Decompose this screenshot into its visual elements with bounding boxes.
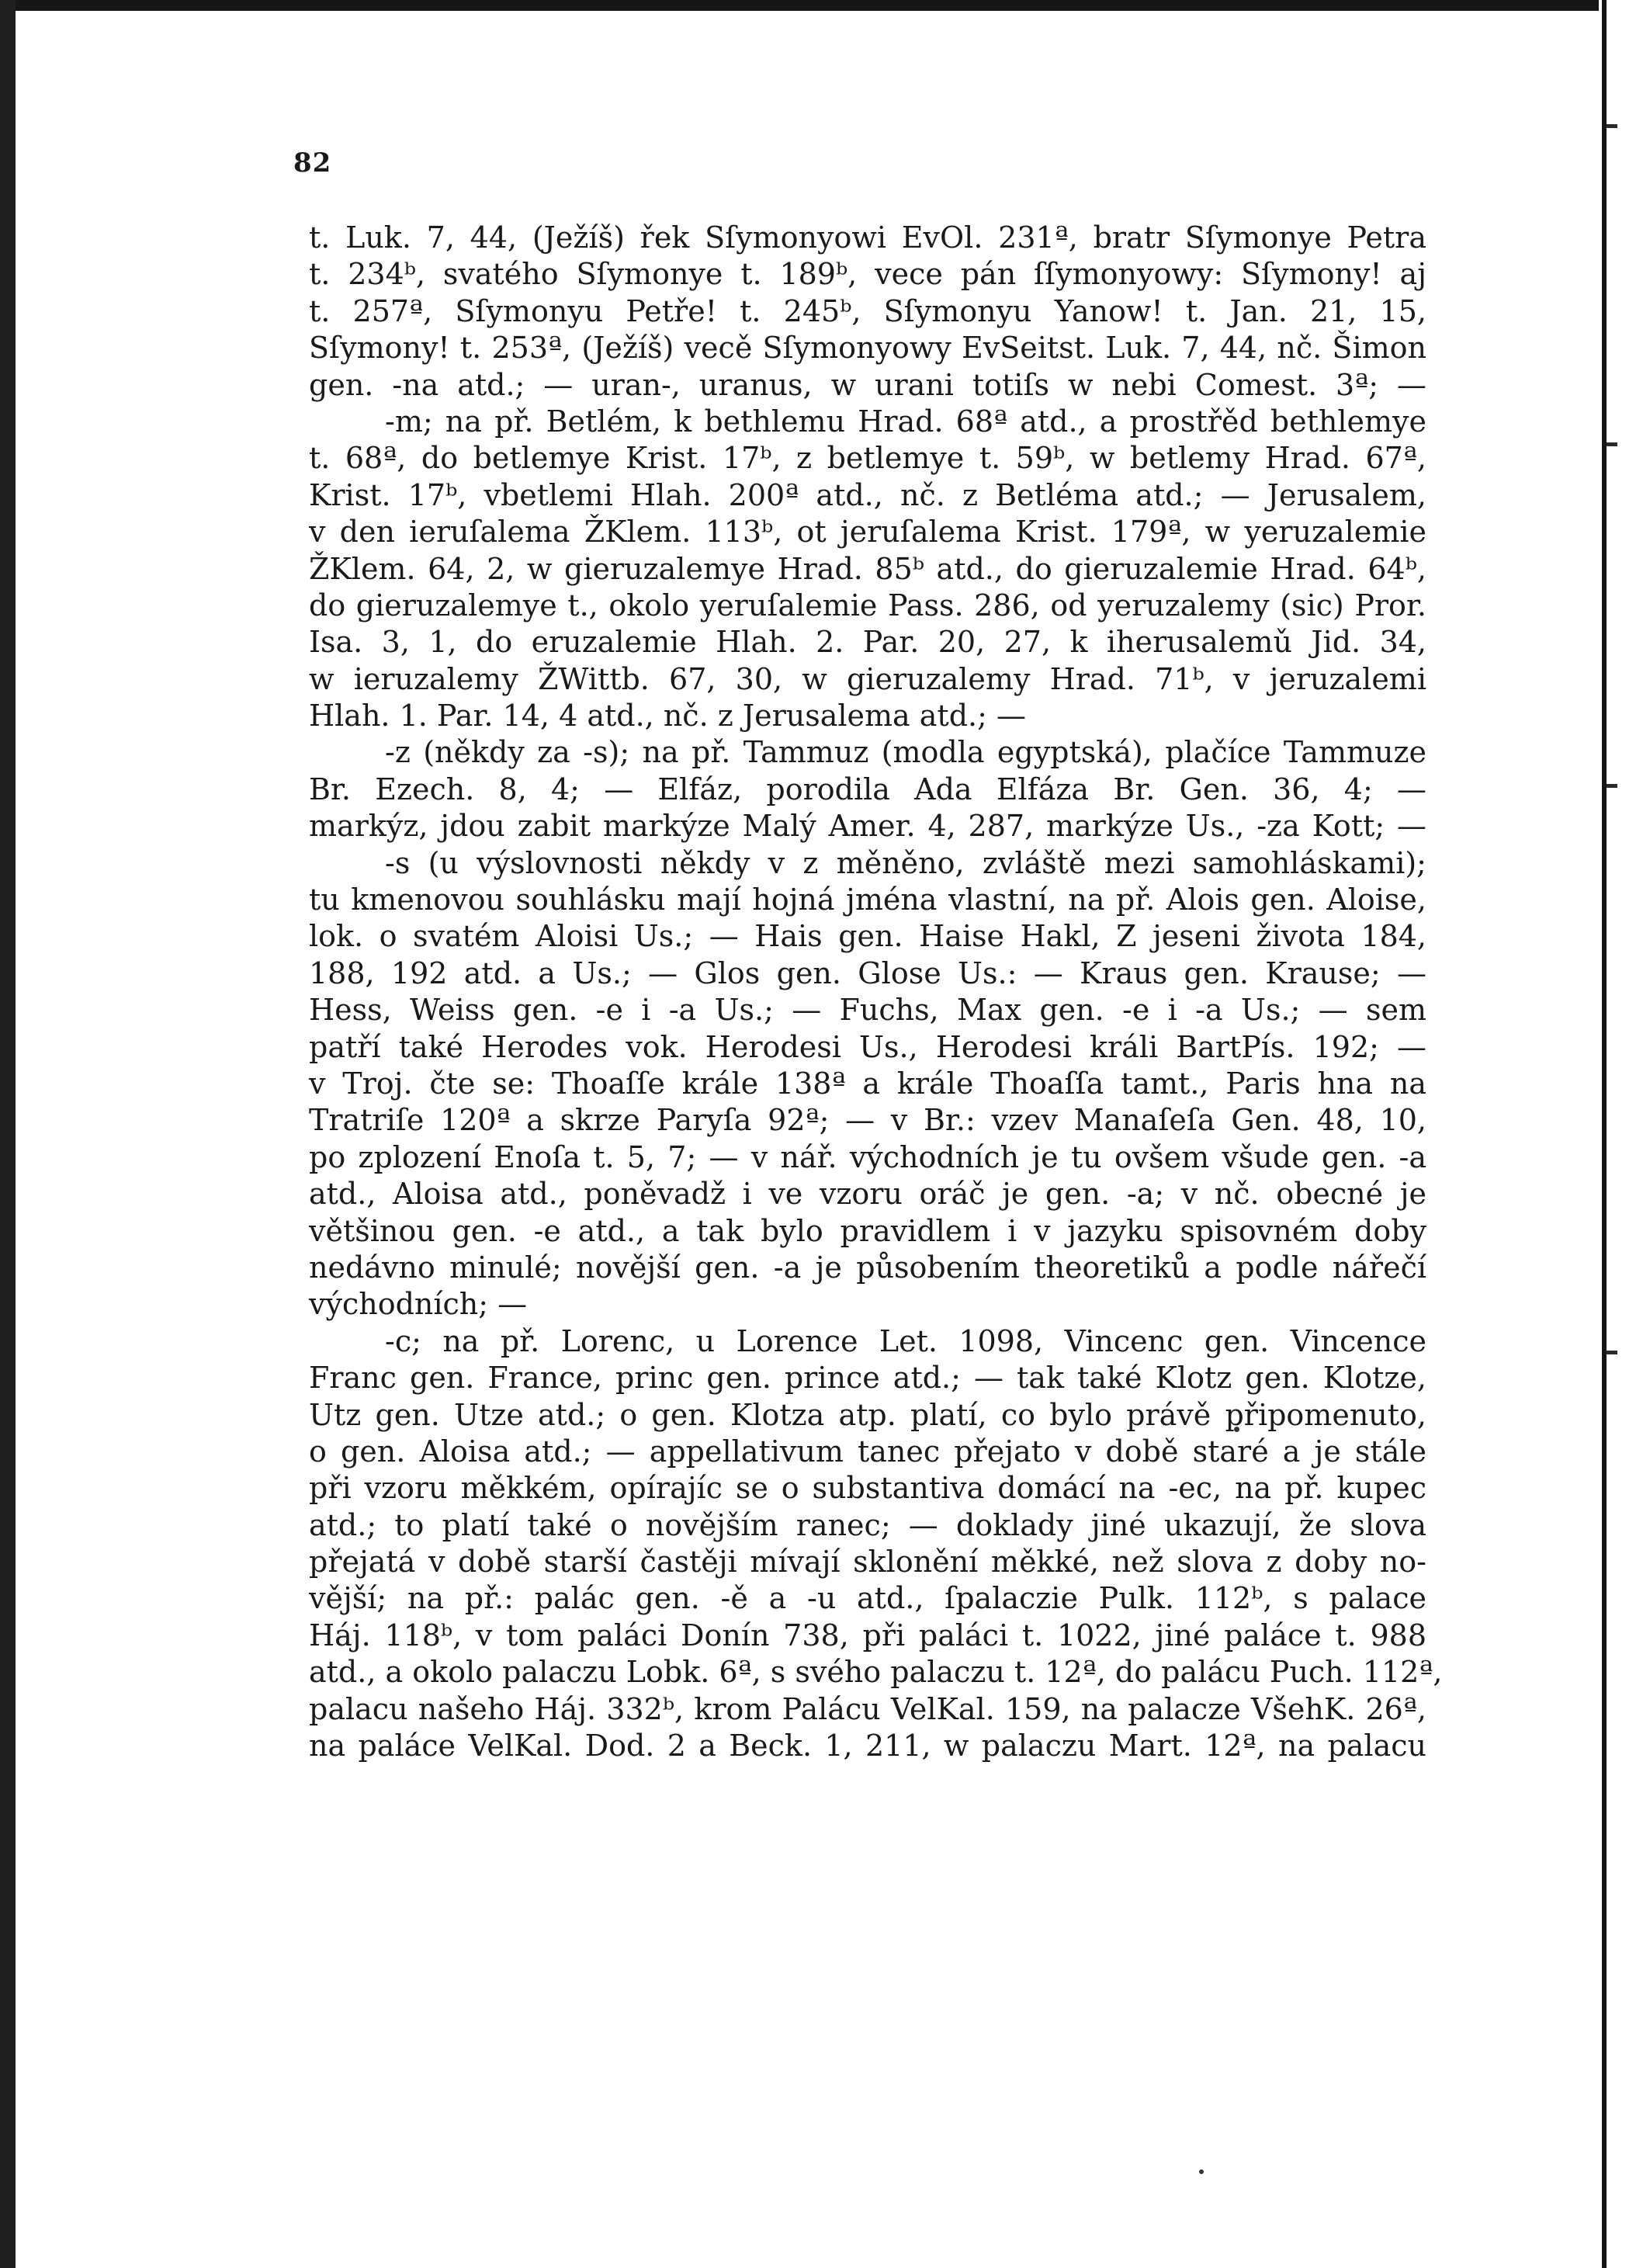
text-line: tu kmenovou souhlásku mají hojná jména vlastní, na př. Alois gen. Aloise, — [309, 883, 1426, 917]
scan-edge-mark — [1607, 784, 1617, 788]
text-line: většinou gen. -e atd., a tak bylo pravidlem i v jazyku spisovném doby — [309, 1213, 1426, 1248]
scan-edge-mark — [1607, 124, 1617, 128]
text-line: -m; na př. Betlém, k bethlemu Hrad. 68ª atd., a prostřěd bethlemye — [385, 404, 1426, 439]
text-line: lok. o svatém Aloisi Us.; — Hais gen. Haise Hakl, Z jeseni života 184, — [309, 919, 1426, 954]
text-line: -c; na př. Lorenc, u Lorence Let. 1098, Vincenc gen. Vincence — [385, 1323, 1426, 1358]
text-line: -z (někdy za -s); na př. Tammuz (modla egyptská), plačíce Tammuze — [385, 735, 1426, 770]
text-line: patří také Herodes vok. Herodesi Us., Herodesi králi BartPís. 192; — — [309, 1029, 1426, 1064]
text-line: atd., a okolo palaczu Lobk. 6ª, s svého palaczu t. 12ª, do palácu Puch. 112ª, — [309, 1655, 1443, 1690]
text-line: do gieruzalemye t., okolo yeruſalemie Pass. 286, od yeruzalemy (sic) Pror. — [309, 588, 1426, 622]
text-line: Tratriſe 120ª a skrze Paryſa 92ª; — v Br.: vzev Manaſeſa Gen. 48, 10, — [309, 1103, 1426, 1138]
text-line: t. 257ª, Sſymonyu Petře! t. 245ᵇ, Sſymonyu Yanow! t. Jan. 21, 15, — [309, 293, 1426, 328]
text-line: ŽKlem. 64, 2, w gieruzalemye Hrad. 85ᵇ atd., do gieruzalemie Hrad. 64ᵇ, — [309, 551, 1426, 586]
text-line: o gen. Aloisa atd.; — appellativum tanec přejato v době staré a je stále — [309, 1434, 1426, 1469]
text-line: Háj. 118ᵇ, v tom paláci Donín 738, při paláci t. 1022, jiné paláce t. 988 — [309, 1618, 1426, 1652]
text-line: t. Luk. 7, 44, (Ježíš) řek Sſymonyowi EvOl. 231ª, bratr Sſymonye Petra — [309, 220, 1426, 255]
page-number: 82 — [293, 147, 332, 179]
scan-right-edge — [1602, 0, 1607, 2268]
text-line: t. 68ª, do betlemye Krist. 17ᵇ, z betlemye t. 59ᵇ, w betlemy Hrad. 67ª, — [309, 441, 1426, 476]
text-line: Utz gen. Utze atd.; o gen. Klotza atp. platí, co bylo právě připomenuto, — [309, 1397, 1426, 1432]
text-line: při vzoru měkkém, opírajíc se o substantiva domácí na -ec, na př. kupec — [309, 1471, 1426, 1506]
text-line: po zplození Enoſa t. 5, 7; — v nář. východních je tu ovšem všude gen. -a — [309, 1139, 1426, 1174]
scan-speck — [1199, 2169, 1204, 2174]
text-line: Sſymony! t. 253ª, (Ježíš) vecě Sſymonyowy EvSeitst. Luk. 7, 44, nč. Šimon — [309, 331, 1426, 366]
text-line: -s (u výslovnosti někdy v z měněno, zvláště mezi samohláskami); — [385, 845, 1426, 880]
text-line: Hess, Weiss gen. -e i -a Us.; — Fuchs, Max gen. -e i -a Us.; — sem — [309, 993, 1426, 1028]
body-text — [309, 220, 1443, 1764]
text-line: atd.; to platí také o novějším ranec; — doklady jiné ukazují, že slova — [309, 1507, 1426, 1542]
text-line: Franc gen. France, princ gen. prince atd.; — tak také Klotz gen. Klotze, — [309, 1361, 1426, 1396]
text-line: gen. -na atd.; — uran-, uranus, w urani totiſs w nebi Comest. 3ª; — — [309, 367, 1426, 402]
scan-left-edge — [0, 0, 16, 2268]
text-line: přejatá v době starší častěji mívají sklonění měkké, než slova z doby no- — [309, 1545, 1426, 1580]
text-line: v Troj. čte se: Thoaſſe krále 138ª a krále Thoaſſa tamt., Paris hna na — [309, 1066, 1426, 1101]
text-line: Hlah. 1. Par. 14, 4 atd., nč. z Jerusalema atd.; — — [309, 699, 1026, 733]
text-line: atd., Aloisa atd., poněvadž i ve vzoru oráč je gen. -a; v nč. obecné je — [309, 1177, 1426, 1212]
text-line: palacu našeho Háj. 332ᵇ, krom Palácu VelKal. 159, na palacze VšehK. 26ª, — [309, 1691, 1426, 1726]
text-line: Krist. 17ᵇ, vbetlemi Hlah. 200ª atd., nč. z Betléma atd.; — Jerusalem, — [309, 477, 1426, 512]
text-line: na paláce VelKal. Dod. 2 a Beck. 1, 211, w palaczu Mart. 12ª, na palacu — [309, 1729, 1426, 1763]
text-line: t. 234ᵇ, svatého Sſymonye t. 189ᵇ, vece pán ſſymonyowy: Sſymony! aj — [309, 257, 1426, 292]
text-line: nedávno minulé; novější gen. -a je působením theoretiků a podle nářečí — [309, 1250, 1426, 1285]
text-line: markýz, jdou zabit markýze Malý Amer. 4, 287, markýze Us., -za Kott; — — [309, 809, 1426, 844]
text-line: 188, 192 atd. a Us.; — Glos gen. Glose Us.: — Kraus gen. Krause; — — [309, 955, 1426, 990]
text-line: Isa. 3, 1, do eruzalemie Hlah. 2. Par. 20, 27, k iherusalemǔ Jid. 34, — [309, 625, 1426, 660]
text-line: východních; — — [309, 1287, 528, 1322]
text-line: v den ieruſalema ŽKlem. 113ᵇ, ot jeruſalema Krist. 179ª, w yeruzalemie — [309, 515, 1426, 550]
scan-edge-mark — [1607, 1351, 1617, 1354]
scan-top-edge — [0, 0, 1643, 11]
text-line: vější; na př.: palác gen. -ě a -u atd., ſpalaczie Pulk. 112ᵇ, s palace — [309, 1581, 1426, 1616]
text-line: w ieruzalemy ŽWittb. 67, 30, w gieruzalemy Hrad. 71ᵇ, v jeruzalemi — [309, 661, 1426, 696]
scan-edge-mark — [1607, 442, 1617, 446]
text-line: Br. Ezech. 8, 4; — Elfáz, porodila Ada Elfáza Br. Gen. 36, 4; — — [309, 772, 1426, 806]
